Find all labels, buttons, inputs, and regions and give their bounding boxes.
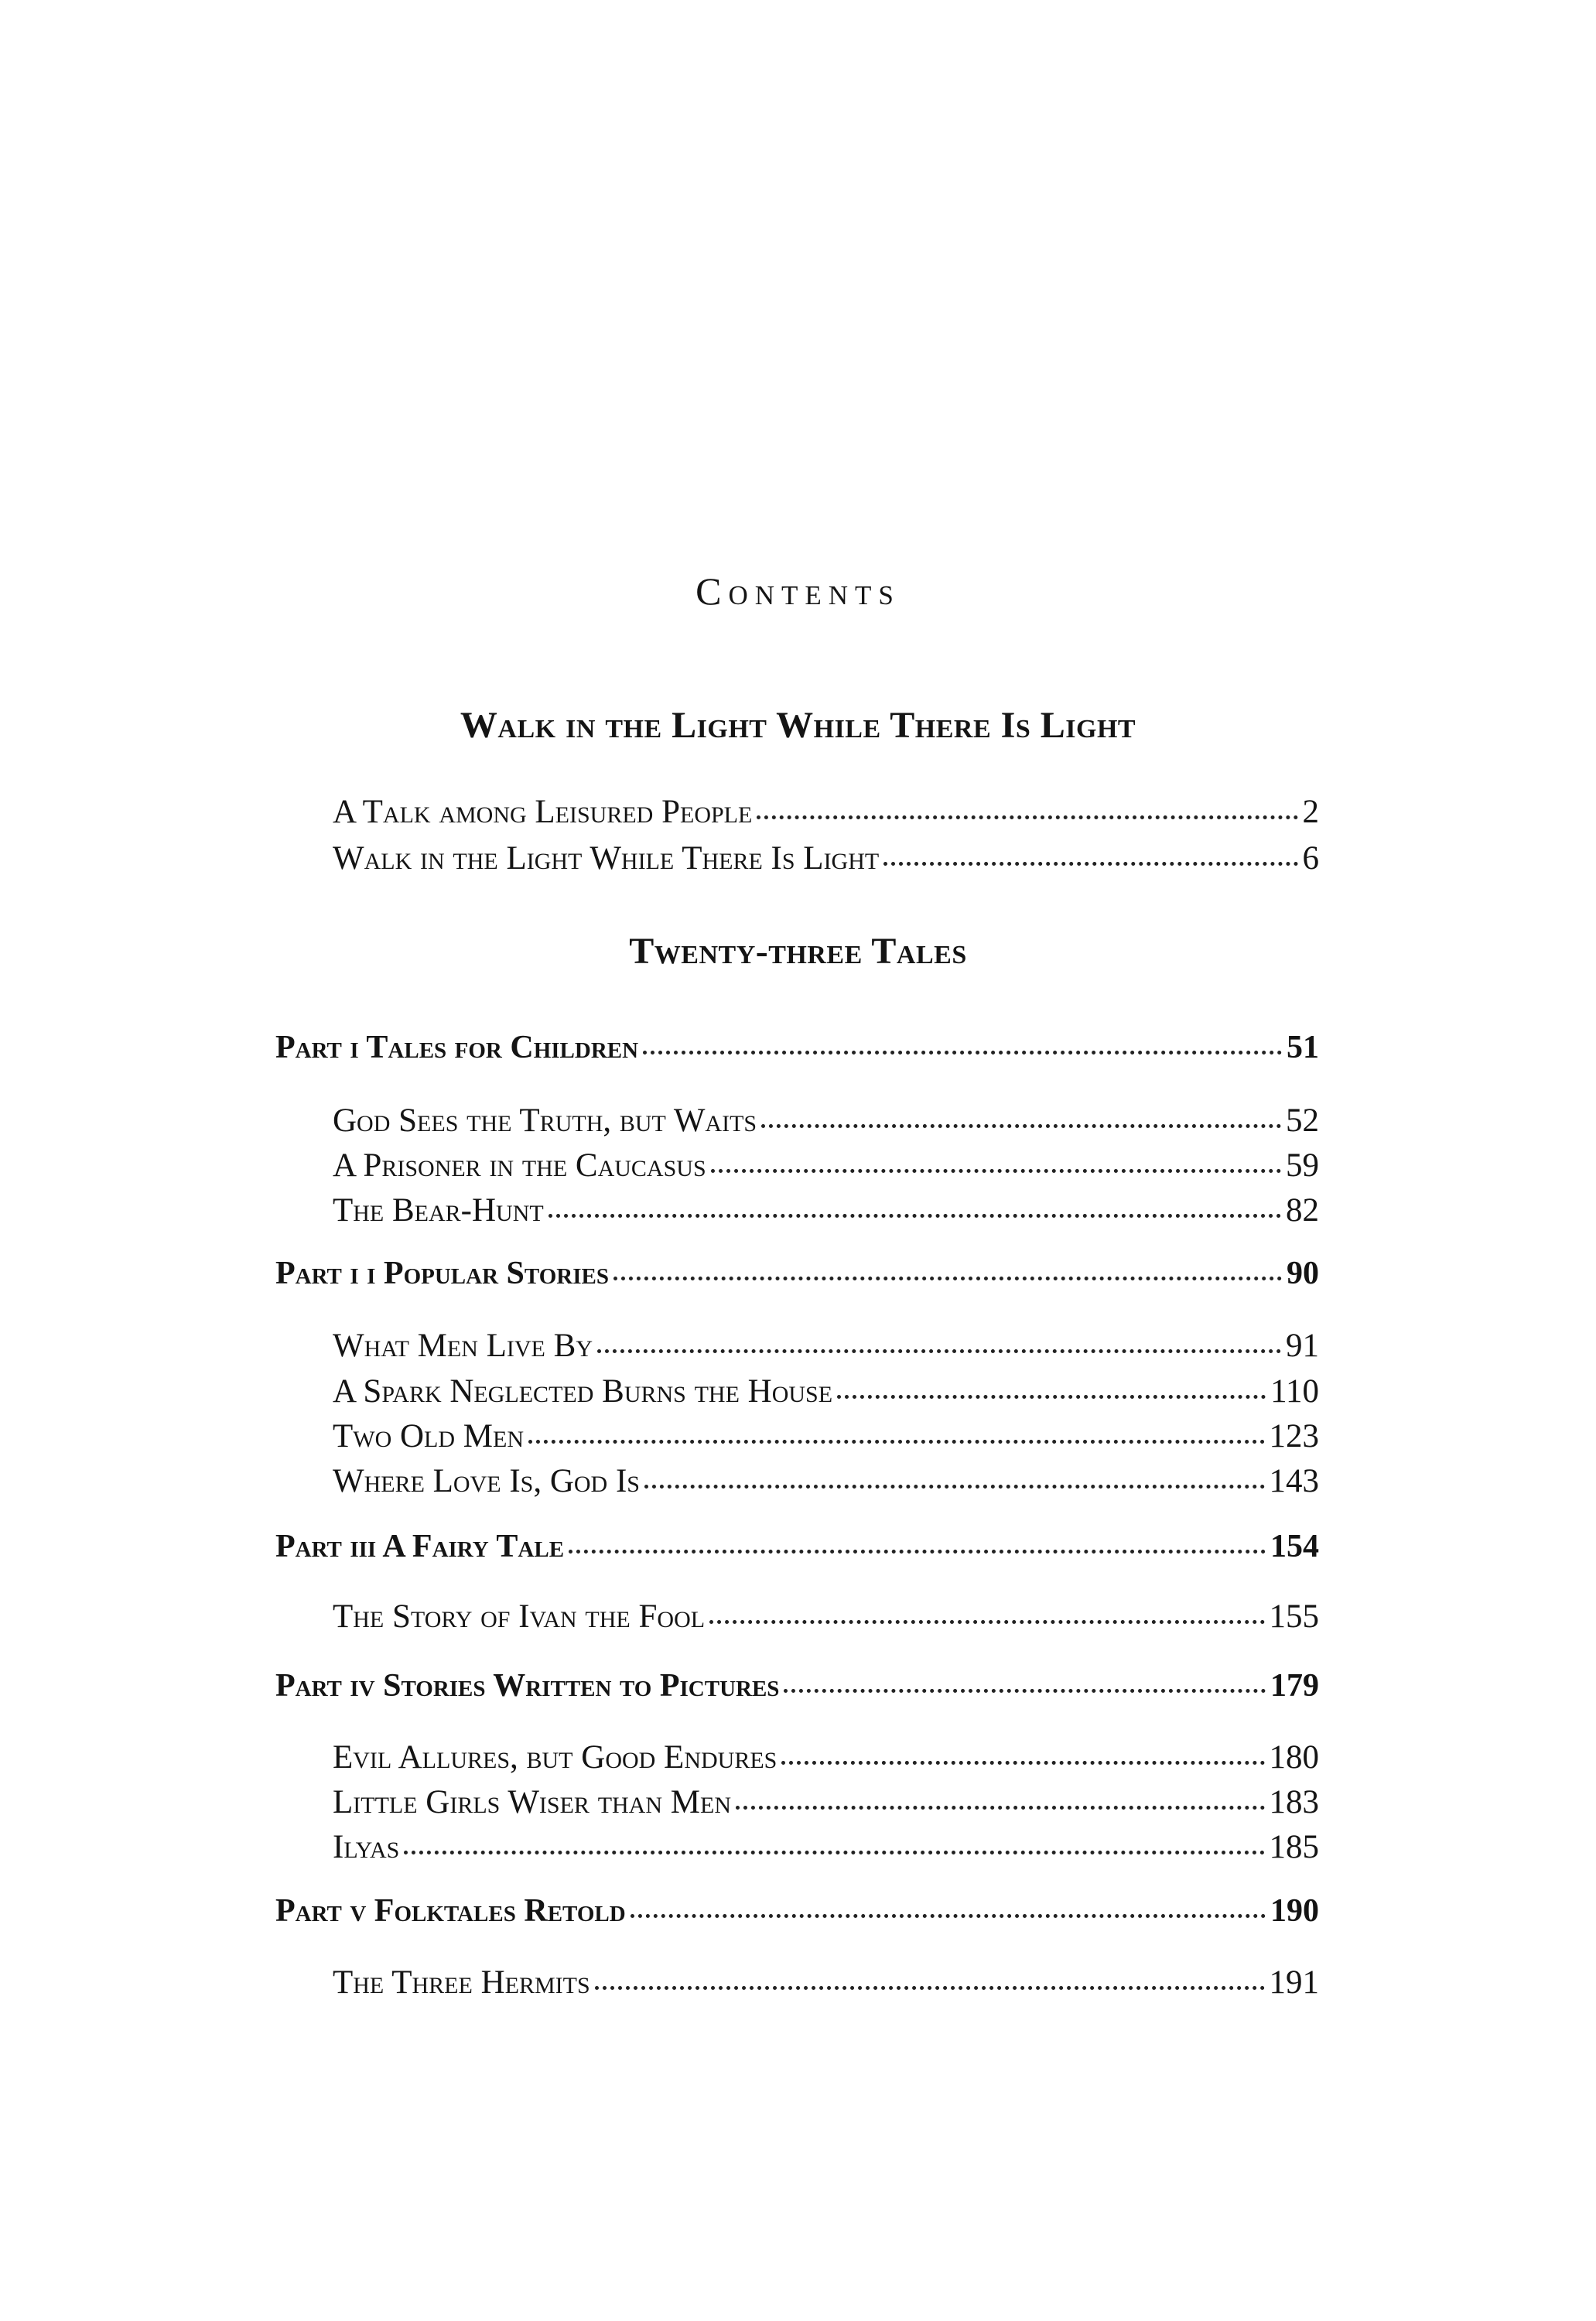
toc-entry-page: 123 [1269, 1418, 1319, 1454]
toc-part-title: Part i i Popular Stories [275, 1256, 609, 1291]
toc-part[interactable] [275, 1029, 1319, 1075]
toc-entry[interactable] [333, 1964, 1319, 2010]
toc-entry-title: Walk in the Light While There Is Light [333, 840, 880, 877]
toc-entry-page: 155 [1269, 1598, 1319, 1635]
toc-entry[interactable] [333, 1102, 1319, 1148]
dot-leader [597, 1349, 1281, 1353]
toc-entry[interactable] [333, 839, 1319, 886]
toc-entry[interactable] [333, 1147, 1319, 1193]
toc-entry[interactable] [333, 1417, 1319, 1464]
toc-entry-page: 110 [1270, 1373, 1319, 1410]
toc-entry-title: Evil Allures, but Good Endures [333, 1739, 777, 1776]
toc-entry-title: A Talk among Leisured People [333, 794, 753, 830]
toc-entry-title: A Spark Neglected Burns the House [333, 1373, 833, 1410]
dot-leader [757, 815, 1297, 819]
dot-leader [883, 862, 1297, 866]
dot-leader [837, 1395, 1266, 1399]
toc-entry-title: The Bear-Hunt [333, 1192, 544, 1229]
toc-entry[interactable] [333, 1462, 1319, 1509]
toc-part-page: 51 [1287, 1030, 1319, 1065]
toc-entry-page: 2 [1302, 794, 1319, 830]
dot-leader [736, 1806, 1265, 1810]
toc-entry-title: Two Old Men [333, 1418, 525, 1454]
toc-entry[interactable] [333, 1598, 1319, 1644]
toc-entry[interactable] [333, 793, 1319, 839]
toc-entry[interactable] [333, 1828, 1319, 1875]
toc-part-page: 154 [1270, 1529, 1319, 1564]
toc-entry-title: A Prisoner in the Caucasus [333, 1147, 706, 1184]
toc-part-page: 179 [1270, 1668, 1319, 1704]
toc-entry[interactable] [333, 1327, 1319, 1373]
toc-entry-title: The Story of Ivan the Fool [333, 1598, 706, 1635]
dot-leader [784, 1689, 1266, 1693]
dot-leader [631, 1914, 1266, 1918]
dot-leader [569, 1550, 1266, 1554]
toc-entry-title: Ilyas [333, 1829, 400, 1865]
dot-leader [709, 1620, 1264, 1624]
toc-entry-page: 91 [1286, 1328, 1319, 1364]
toc-entry[interactable] [333, 1191, 1319, 1238]
toc-entry-page: 185 [1269, 1829, 1319, 1865]
dot-leader [643, 1051, 1282, 1055]
dot-leader [528, 1440, 1264, 1444]
book-title-walk-in-the-light: Walk in the Light While There Is Light [460, 705, 1136, 746]
dot-leader [549, 1214, 1281, 1218]
toc-entry-page: 183 [1269, 1784, 1319, 1820]
toc-part-page: 190 [1270, 1893, 1319, 1929]
toc-entry-title: Little Girls Wiser than Men [333, 1784, 731, 1820]
toc-entry-page: 59 [1286, 1147, 1319, 1184]
toc-entry-title: Where Love Is, God Is [333, 1463, 640, 1499]
toc-part[interactable] [275, 1892, 1319, 1939]
toc-entry-page: 82 [1286, 1192, 1319, 1229]
dot-leader [711, 1169, 1281, 1173]
toc-entry-page: 143 [1269, 1463, 1319, 1499]
toc-entry-page: 191 [1269, 1964, 1319, 2001]
dot-leader [595, 1986, 1265, 1990]
dot-leader [761, 1124, 1281, 1128]
toc-part[interactable] [275, 1528, 1319, 1574]
dot-leader [404, 1851, 1264, 1854]
book-title-twenty-three-tales: Twenty-three Tales [629, 931, 967, 972]
toc-part-title: Part v Folktales Retold [275, 1893, 626, 1929]
toc-part-title: Part i Tales for Children [275, 1030, 639, 1065]
toc-part-title: Part iii A Fairy Tale [275, 1529, 565, 1564]
toc-part[interactable] [275, 1255, 1319, 1301]
toc-part-title: Part iv Stories Written to Pictures [275, 1668, 780, 1704]
toc-entry[interactable] [333, 1783, 1319, 1830]
toc-entry-title: The Three Hermits [333, 1964, 590, 2001]
toc-entry-title: God Sees the Truth, but Waits [333, 1102, 757, 1139]
dot-leader [644, 1485, 1265, 1489]
toc-entry-page: 52 [1286, 1102, 1319, 1139]
toc-entry-title: What Men Live By [333, 1328, 593, 1364]
dot-leader [613, 1277, 1282, 1280]
toc-entry-page: 6 [1302, 840, 1319, 877]
toc-entry[interactable] [333, 1738, 1319, 1785]
toc-entry[interactable] [333, 1372, 1319, 1419]
toc-entry-page: 180 [1269, 1739, 1319, 1776]
dot-leader [781, 1761, 1264, 1765]
toc-part[interactable] [275, 1667, 1319, 1714]
toc-part-page: 90 [1287, 1256, 1319, 1291]
contents-heading: Contents [695, 569, 901, 613]
